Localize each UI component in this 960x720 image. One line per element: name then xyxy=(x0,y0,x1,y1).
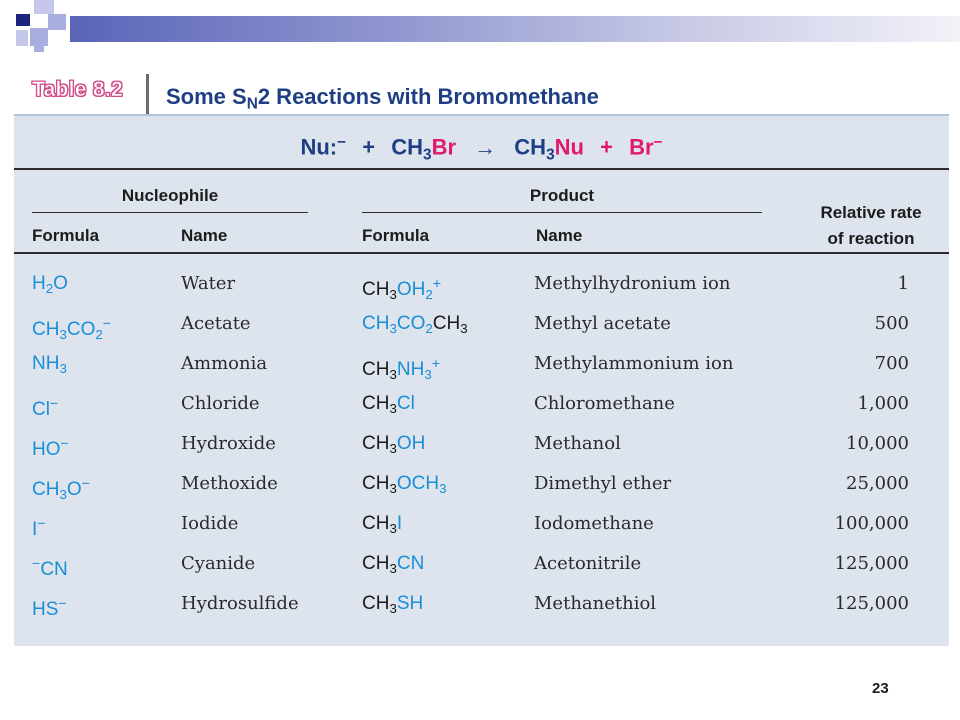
nucleophile-formula: $H_2O$ xyxy=(32,273,68,296)
relative-rate: 1 xyxy=(897,273,909,294)
table-row xyxy=(14,510,949,550)
product-name: Dimethyl ether xyxy=(534,473,672,494)
product-name: Acetonitrile xyxy=(534,553,642,574)
nucleophile-name: Cyanide xyxy=(181,553,256,574)
nucleophile-formula: $NH_3$ xyxy=(32,353,67,376)
nucleophile-formula: $CH_3CO_2^-$ xyxy=(32,316,112,343)
nucleophile-name: Hydrosulfide xyxy=(181,593,299,614)
relative-rate: 25,000 xyxy=(846,473,909,494)
decor-square xyxy=(34,42,44,52)
relative-rate: 700 xyxy=(874,353,909,374)
reaction-equation: Nu:− + $CH_3Br \to CH_3Nu + Br^-$ xyxy=(300,134,663,164)
nucleophile-name: Chloride xyxy=(181,393,260,414)
table-label: Table 8.2 xyxy=(32,78,124,101)
table-title: Some $S_N2$ Reactions with Bromomethane xyxy=(166,84,599,113)
header-name: Name xyxy=(536,226,583,245)
header-formula: Formula xyxy=(362,226,430,245)
product-name: Methylhydronium ion xyxy=(534,273,731,294)
header-nucleophile: Nucleophile xyxy=(121,186,219,205)
nucleophile-name: Water xyxy=(181,273,236,294)
header-name: Name xyxy=(181,226,228,245)
divider xyxy=(14,168,949,170)
nucleophile-name: Acetate xyxy=(181,313,251,334)
table-row xyxy=(14,350,949,390)
header-product: Product xyxy=(529,186,595,205)
product-formula: $CH_3I$ xyxy=(362,513,403,536)
nucleophile-formula: HS− xyxy=(32,596,67,621)
product-formula: $CH_3SH$ xyxy=(362,593,424,616)
product-formula: $CH_3NH_3^+$ xyxy=(362,356,441,383)
product-name: Methyl acetate xyxy=(534,313,671,334)
divider xyxy=(32,212,308,213)
product-name: Methylammonium ion xyxy=(534,353,734,374)
relative-rate: 125,000 xyxy=(834,593,909,614)
relative-rate: 100,000 xyxy=(834,513,909,534)
divider xyxy=(362,212,762,213)
relative-rate: 10,000 xyxy=(846,433,909,454)
product-formula: $CH_3CN$ xyxy=(362,553,425,576)
nucleophile-formula: I− xyxy=(32,516,46,541)
header-relative-rate: Relative rate of reaction xyxy=(820,203,922,248)
table-row xyxy=(14,390,949,430)
nucleophile-formula: −CN xyxy=(32,556,68,581)
nucleophile-name: Iodide xyxy=(181,513,239,534)
relative-rate: 125,000 xyxy=(834,553,909,574)
decor-square xyxy=(48,14,66,30)
nucleophile-name: Ammonia xyxy=(181,353,268,374)
table-row xyxy=(14,270,949,310)
nucleophile-formula: Cl− xyxy=(32,396,59,421)
divider xyxy=(14,114,949,116)
table-row xyxy=(14,310,949,350)
product-formula: $CH_3OCH_3$ xyxy=(362,473,447,496)
table-row xyxy=(14,470,949,510)
page-number: 23 xyxy=(872,680,889,697)
product-name: Iodomethane xyxy=(534,513,654,534)
header-formula: Formula xyxy=(32,226,100,245)
product-formula: $CH_3Cl$ xyxy=(362,393,415,416)
table-panel xyxy=(14,114,949,646)
table-row xyxy=(14,590,949,630)
product-formula: $CH_3OH$ xyxy=(362,433,426,456)
header-gradient-bar xyxy=(70,16,960,42)
divider xyxy=(14,252,949,254)
nucleophile-formula: HO− xyxy=(32,436,69,461)
relative-rate: 1,000 xyxy=(857,393,909,414)
nucleophile-name: Hydroxide xyxy=(181,433,276,454)
decor-square xyxy=(34,0,54,14)
table-row xyxy=(14,430,949,470)
decor-square xyxy=(16,14,30,26)
nucleophile-name: Methoxide xyxy=(181,473,278,494)
product-name: Methanol xyxy=(534,433,621,454)
nucleophile-formula: $CH_3O^-$ xyxy=(32,476,90,503)
relative-rate: 500 xyxy=(874,313,909,334)
decor-square xyxy=(16,30,28,46)
product-name: Methanethiol xyxy=(534,593,657,614)
product-name: Chloromethane xyxy=(534,393,675,414)
product-formula: $CH_3CO_2CH_3$ xyxy=(362,313,468,336)
product-formula: $CH_3OH_2^+$ xyxy=(362,276,442,303)
table-row xyxy=(14,550,949,590)
